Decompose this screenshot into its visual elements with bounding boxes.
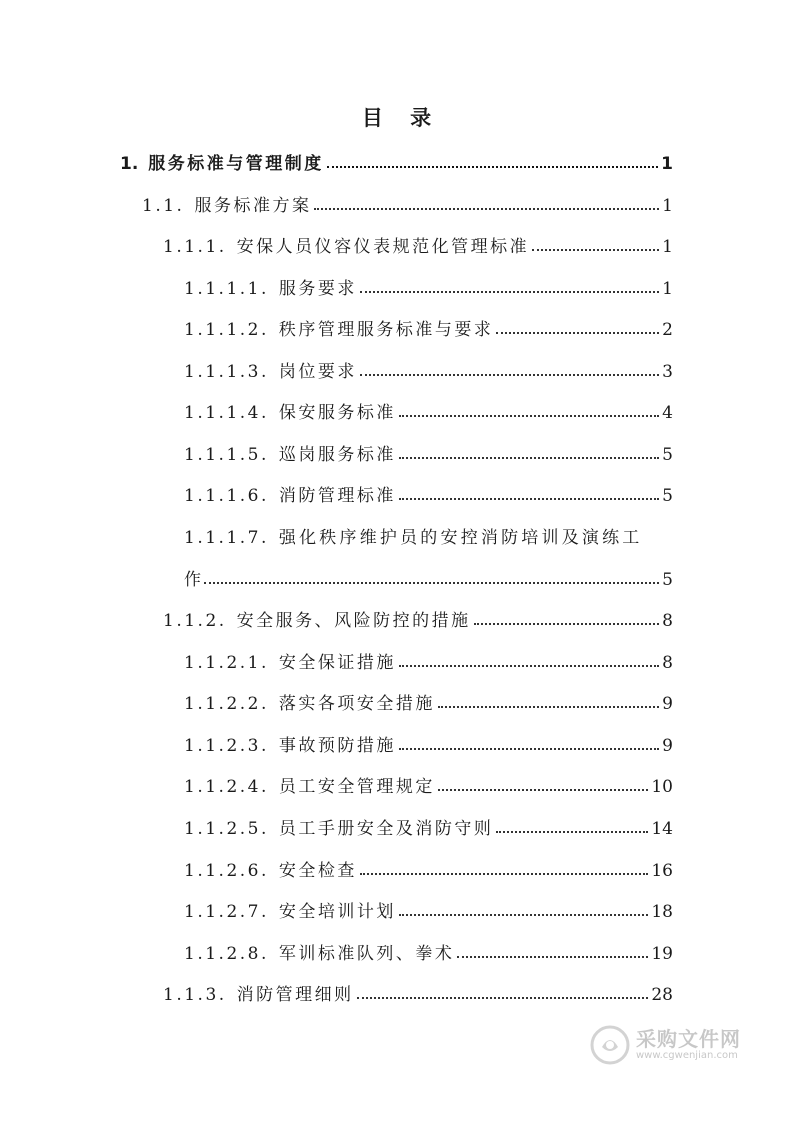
toc-text: 安全培训计划 [278,902,396,922]
toc-text: 消防管理标准 [278,486,396,506]
toc-text: 安全服务、风险防控的措施 [236,611,471,631]
toc-number: 1.1.1.7. [184,528,269,548]
toc-entry[interactable] [163,227,673,257]
toc-text: 服务标准与管理制度 [148,154,324,174]
toc-page: 8 [662,611,673,631]
toc-page: 1 [662,279,673,299]
toc-text: 岗位要求 [278,362,357,382]
toc-number: 1.1.2.4. [184,777,269,797]
toc-text: 服务要求 [278,279,357,299]
toc-page: 28 [651,985,673,1005]
toc-leader [496,332,659,334]
toc-text: 巡岗服务标准 [278,445,396,465]
toc-number: 1.1.1.4. [184,403,269,423]
toc-number: 1.1.3. [163,985,227,1005]
toc-text: 作 [184,570,201,590]
toc-text: 员工安全管理规定 [278,777,435,797]
toc-leader [399,457,659,459]
toc-number: 1.1.2. [163,611,227,631]
toc-text: 安全保证措施 [278,653,396,673]
toc-text: 秩序管理服务标准与要求 [278,320,494,340]
watermark [590,1025,741,1065]
toc-entry[interactable] [184,809,673,839]
toc-entry[interactable] [184,851,673,881]
toc-page: 1 [662,196,673,216]
toc-entry[interactable] [184,643,673,673]
toc-number: 1.1.1.5. [184,445,269,465]
toc-leader [438,706,659,708]
toc-page: 4 [662,403,673,423]
toc-page: 19 [651,944,673,964]
toc-page: 10 [651,777,673,797]
toc-entry[interactable] [184,892,673,922]
toc-page: 2 [662,320,673,340]
toc-entry[interactable] [184,684,673,714]
toc-text: 事故预防措施 [278,736,396,756]
toc-page: 8 [662,653,673,673]
toc-number: 1.1.1.6. [184,486,269,506]
toc-entry[interactable] [142,186,673,216]
toc-text: 安保人员仪容仪表规范化管理标准 [236,237,530,257]
toc-entry[interactable] [184,518,673,548]
toc-leader [457,956,648,958]
toc-number: 1.1.2.5. [184,819,269,839]
watermark-url: www.cgwenjian.com [636,1050,738,1061]
toc-entry[interactable] [184,393,673,423]
toc-leader [314,208,659,210]
toc-entry[interactable] [184,934,673,964]
toc-page: 9 [662,736,673,756]
toc-page: 1 [661,154,673,174]
toc-text: 强化秩序维护员的安控消防培训及演练工 [278,528,643,548]
toc-leader [399,415,659,417]
toc-leader [399,665,659,667]
toc-number: 1.1.2.1. [184,653,269,673]
toc-number: 1.1.2.2. [184,694,269,714]
toc-entry[interactable] [184,352,673,382]
toc-number: 1.1.1.3. [184,362,269,382]
toc-page: 18 [651,902,673,922]
toc-leader [474,623,660,625]
toc-entry[interactable] [163,975,673,1005]
toc-leader [399,748,659,750]
toc-number: 1.1.1.2. [184,320,269,340]
toc-number: 1.1.2.8. [184,944,269,964]
toc-text: 员工手册安全及消防守则 [278,819,494,839]
toc-entry[interactable] [163,601,673,631]
toc-entry[interactable] [184,269,673,299]
toc-text: 保安服务标准 [278,403,396,423]
toc-leader [360,291,659,293]
toc-leader [360,374,659,376]
toc-text: 消防管理细则 [236,985,354,1005]
toc-page: 5 [662,570,673,590]
toc-page: 16 [651,861,673,881]
toc-leader [496,831,648,833]
toc-leader [357,997,649,999]
toc-page: 9 [662,694,673,714]
toc-entry[interactable] [184,767,673,797]
toc-number: 1.1.1.1. [184,279,269,299]
toc-leader [532,249,659,251]
watermark-name: 采购文件网 [636,1027,741,1051]
toc-leader [399,498,659,500]
toc-page: 5 [662,445,673,465]
toc-entry[interactable] [184,310,673,340]
toc-number: 1.1.1. [163,237,227,257]
toc-text: 安全检查 [278,861,357,881]
toc-entry-continuation[interactable] [184,560,673,590]
toc-leader [327,166,658,168]
page-title: 目 录 [361,105,442,130]
toc-number: 1.1.2.3. [184,736,269,756]
toc-text: 落实各项安全措施 [278,694,435,714]
toc-leader [360,873,648,875]
watermark-logo-icon [590,1025,630,1065]
toc-page: 3 [662,362,673,382]
toc-number: 1. [120,154,139,174]
toc-leader [204,582,659,584]
toc-text: 服务标准方案 [194,196,312,216]
toc-page: 14 [651,819,673,839]
toc-entry[interactable] [120,144,673,174]
toc-text: 军训标准队列、拳术 [278,944,455,964]
toc-leader [438,789,648,791]
toc-page: 1 [662,237,673,257]
toc-entry[interactable] [184,476,673,506]
toc-number: 1.1.2.6. [184,861,269,881]
toc-number: 1.1. [142,196,185,216]
toc-entry[interactable] [184,726,673,756]
toc-entry[interactable] [184,435,673,465]
toc-leader [399,914,648,916]
toc-number: 1.1.2.7. [184,902,269,922]
toc-page: 5 [662,486,673,506]
